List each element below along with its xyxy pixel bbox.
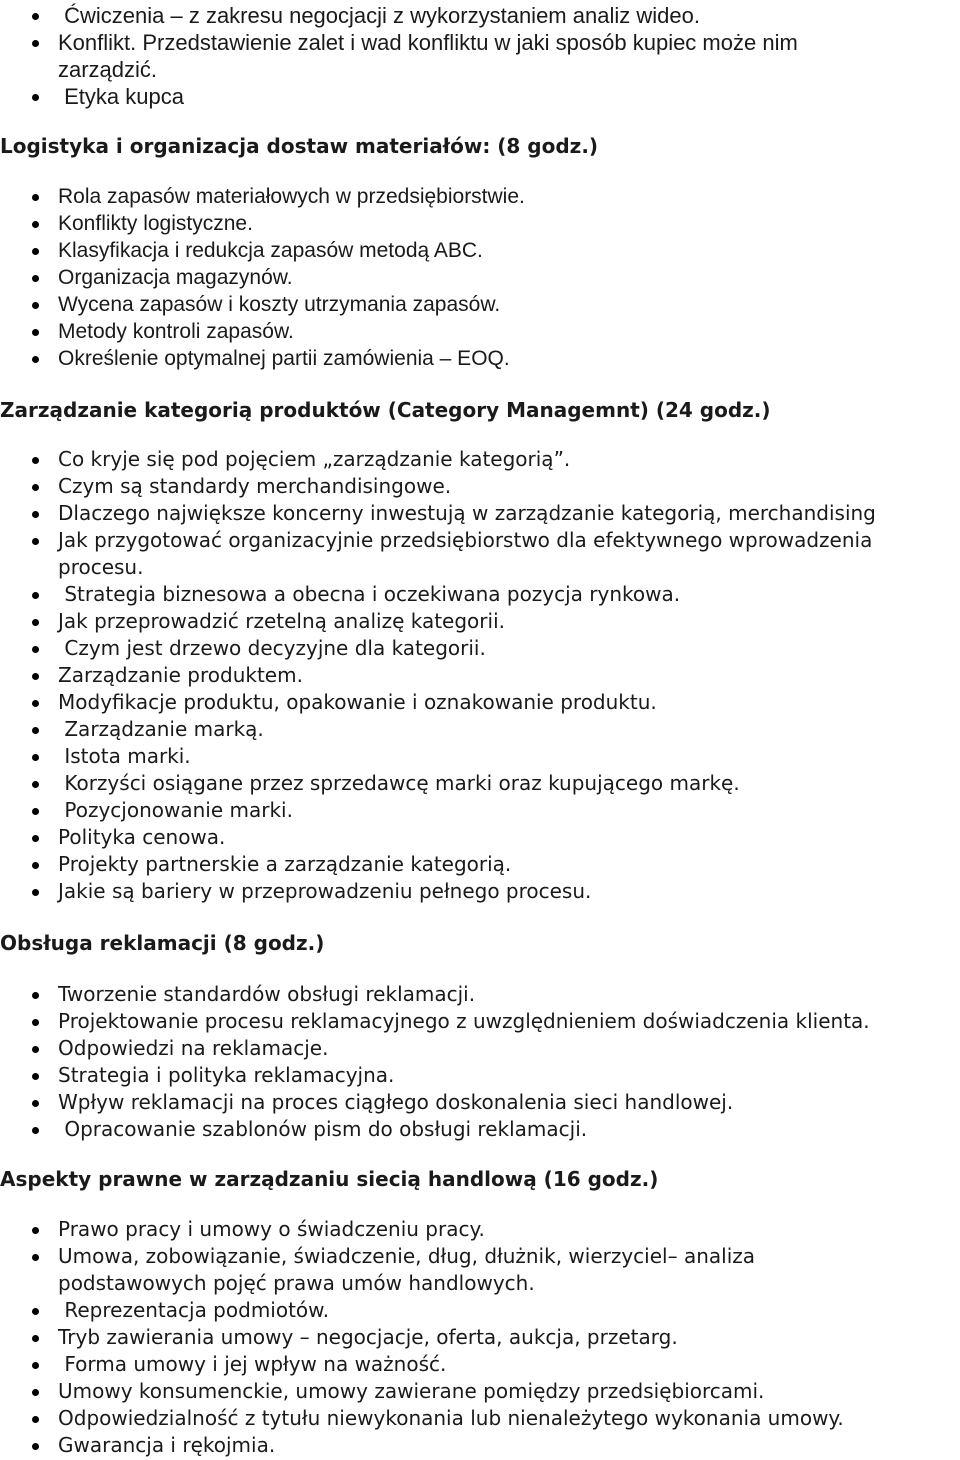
list-item <box>0 29 798 83</box>
section-list <box>0 1216 844 1459</box>
section-heading: Obsługa reklamacji (8 godz.) <box>0 931 325 955</box>
bullet-icon <box>32 457 39 464</box>
list-item-text: Gwarancja i rękojmia. <box>58 1433 276 1457</box>
list-item <box>0 608 876 635</box>
list-item-text: Polityka cenowa. <box>58 825 226 849</box>
list-item <box>0 1432 844 1459</box>
list-item <box>0 635 876 662</box>
list-item <box>0 743 876 770</box>
bullet-icon <box>32 1254 39 1261</box>
bullet-icon <box>32 40 39 47</box>
bullet-icon <box>32 889 39 896</box>
section-list <box>0 981 870 1143</box>
list-item <box>0 446 876 473</box>
list-item-text: Opracowanie szablonów pism do obsługi reklamacji. <box>58 1117 588 1141</box>
list-item <box>0 1351 844 1378</box>
bullet-icon <box>32 1362 39 1369</box>
list-item-text: Reprezentacja podmiotów. <box>58 1298 330 1322</box>
bullet-icon <box>32 221 39 228</box>
list-item <box>0 83 798 110</box>
list-item <box>0 824 876 851</box>
list-item-text: Wycena zapasów i koszty utrzymania zapasów. <box>58 293 501 316</box>
bullet-icon <box>32 700 39 707</box>
list-item-text: Etyka kupca <box>58 84 184 109</box>
list-item <box>0 716 876 743</box>
list-item-text: Projektowanie procesu reklamacyjnego z uwzględnieniem doświadczenia klienta. <box>58 1009 870 1033</box>
bullet-icon <box>32 835 39 842</box>
list-item-text: Organizacja magazynów. <box>58 266 293 289</box>
bullet-icon <box>32 484 39 491</box>
bullet-icon <box>32 1443 39 1450</box>
list-item-text: Co kryje się pod pojęciem „zarządzanie kategorią”. <box>58 447 571 471</box>
list-item-text: Rola zapasów materiałowych w przedsiębiorstwie. <box>58 185 525 208</box>
bullet-icon <box>32 592 39 599</box>
list-item <box>0 1378 844 1405</box>
bullet-icon <box>32 781 39 788</box>
section-heading: Zarządzanie kategorią produktów (Category Managemnt) (24 godz.) <box>0 398 771 422</box>
list-item <box>0 2 798 29</box>
list-item <box>0 1062 870 1089</box>
bullet-icon <box>32 511 39 518</box>
bullet-icon <box>32 619 39 626</box>
list-item <box>0 345 525 372</box>
bullet-icon <box>32 275 39 282</box>
intro-list <box>0 2 798 110</box>
list-item-text: Pozycjonowanie marki. <box>58 798 293 822</box>
section-heading: Logistyka i organizacja dostaw materiałów: (8 godz.) <box>0 134 599 158</box>
bullet-icon <box>32 862 39 869</box>
bullet-icon <box>32 538 39 545</box>
bullet-icon <box>32 1100 39 1107</box>
list-item <box>0 264 525 291</box>
bullet-icon <box>32 1019 39 1026</box>
list-item-text: Ćwiczenia – z zakresu negocjacji z wykorzystaniem analiz wideo. <box>58 3 700 28</box>
bullet-icon <box>32 992 39 999</box>
section-list <box>0 183 525 372</box>
bullet-icon <box>32 356 39 363</box>
section-list <box>0 446 876 905</box>
bullet-icon <box>32 1389 39 1396</box>
bullet-icon <box>32 302 39 309</box>
list-item-text: Wpływ reklamacji na proces ciągłego doskonalenia sieci handlowej. <box>58 1090 734 1114</box>
list-item-text: Czym jest drzewo decyzyjne dla kategorii. <box>58 636 486 660</box>
list-item-text: Jakie są bariery w przeprowadzeniu pełnego procesu. <box>58 879 592 903</box>
bullet-icon <box>32 1127 39 1134</box>
bullet-icon <box>32 194 39 201</box>
list-item <box>0 662 876 689</box>
bullet-icon <box>32 754 39 761</box>
list-item-text: Jak przeprowadzić rzetelną analizę kategorii. <box>58 609 505 633</box>
list-item-text: Określenie optymalnej partii zamówienia – EOQ. <box>58 347 510 370</box>
list-item-text: Projekty partnerskie a zarządzanie kategorią. <box>58 852 512 876</box>
list-item <box>0 500 876 527</box>
list-item <box>0 237 525 264</box>
section-heading: Aspekty prawne w zarządzaniu siecią handlową (16 godz.) <box>0 1167 659 1191</box>
bullet-icon <box>32 1308 39 1315</box>
list-item-text: Dlaczego największe koncerny inwestują w zarządzanie kategorią, merchandising <box>58 501 876 525</box>
list-item-text: Strategia i polityka reklamacyjna. <box>58 1063 395 1087</box>
bullet-icon <box>32 1227 39 1234</box>
list-item-text: Konflikt. Przedstawienie zalet i wad konfliktu w jaki sposób kupiec może nim zarządzić. <box>58 30 798 82</box>
list-item-text: Metody kontroli zapasów. <box>58 320 294 343</box>
bullet-icon <box>32 248 39 255</box>
list-item <box>0 770 876 797</box>
list-item-text: Istota marki. <box>58 744 191 768</box>
list-item <box>0 183 525 210</box>
bullet-icon <box>32 808 39 815</box>
bullet-icon <box>32 1335 39 1342</box>
list-item <box>0 878 876 905</box>
list-item-text: Klasyfikacja i redukcja zapasów metodą ABC. <box>58 239 483 262</box>
list-item-text: Zarządzanie produktem. <box>58 663 303 687</box>
list-item-text: Odpowiedzi na reklamacje. <box>58 1036 329 1060</box>
list-item-text: Odpowiedzialność z tytułu niewykonania lub nienależytego wykonania umowy. <box>58 1406 844 1430</box>
list-item-text: Czym są standardy merchandisingowe. <box>58 474 452 498</box>
list-item <box>0 1216 844 1243</box>
list-item <box>0 1035 870 1062</box>
list-item <box>0 291 525 318</box>
list-item <box>0 1243 844 1297</box>
bullet-icon <box>32 1073 39 1080</box>
bullet-icon <box>32 1046 39 1053</box>
list-item <box>0 797 876 824</box>
list-item-text: Umowy konsumenckie, umowy zawierane pomiędzy przedsiębiorcami. <box>58 1379 765 1403</box>
list-item <box>0 581 876 608</box>
list-item <box>0 1116 870 1143</box>
list-item <box>0 689 876 716</box>
bullet-icon <box>32 727 39 734</box>
list-item <box>0 851 876 878</box>
list-item-text: Modyfikacje produktu, opakowanie i oznakowanie produktu. <box>58 690 657 714</box>
list-item <box>0 318 525 345</box>
bullet-icon <box>32 94 39 101</box>
bullet-icon <box>32 1416 39 1423</box>
list-item <box>0 1297 844 1324</box>
bullet-icon <box>32 329 39 336</box>
list-item-text: Tryb zawierania umowy – negocjacje, oferta, aukcja, przetarg. <box>58 1325 678 1349</box>
list-item-text: Forma umowy i jej wpływ na ważność. <box>58 1352 447 1376</box>
list-item <box>0 473 876 500</box>
list-item <box>0 1008 870 1035</box>
list-item-text: Tworzenie standardów obsługi reklamacji. <box>58 982 476 1006</box>
list-item-text: Konflikty logistyczne. <box>58 212 253 235</box>
list-item-text: Strategia biznesowa a obecna i oczekiwana pozycja rynkowa. <box>58 582 681 606</box>
bullet-icon <box>32 673 39 680</box>
list-item <box>0 1324 844 1351</box>
list-item-text: Korzyści osiągane przez sprzedawcę marki oraz kupującego markę. <box>58 771 740 795</box>
list-item <box>0 1089 870 1116</box>
list-item <box>0 527 876 581</box>
list-item <box>0 1405 844 1432</box>
list-item-text: Zarządzanie marką. <box>58 717 264 741</box>
list-item <box>0 210 525 237</box>
list-item-text: Umowa, zobowiązanie, świadczenie, dług, dłużnik, wierzyciel– analiza podstawowych pojęć prawa umów handlowych. <box>58 1244 756 1295</box>
list-item-text: Jak przygotować organizacyjnie przedsiębiorstwo dla efektywnego wprowadzenia procesu. <box>58 528 873 579</box>
list-item <box>0 981 870 1008</box>
bullet-icon <box>32 646 39 653</box>
bullet-icon <box>32 13 39 20</box>
list-item-text: Prawo pracy i umowy o świadczeniu pracy. <box>58 1217 485 1241</box>
